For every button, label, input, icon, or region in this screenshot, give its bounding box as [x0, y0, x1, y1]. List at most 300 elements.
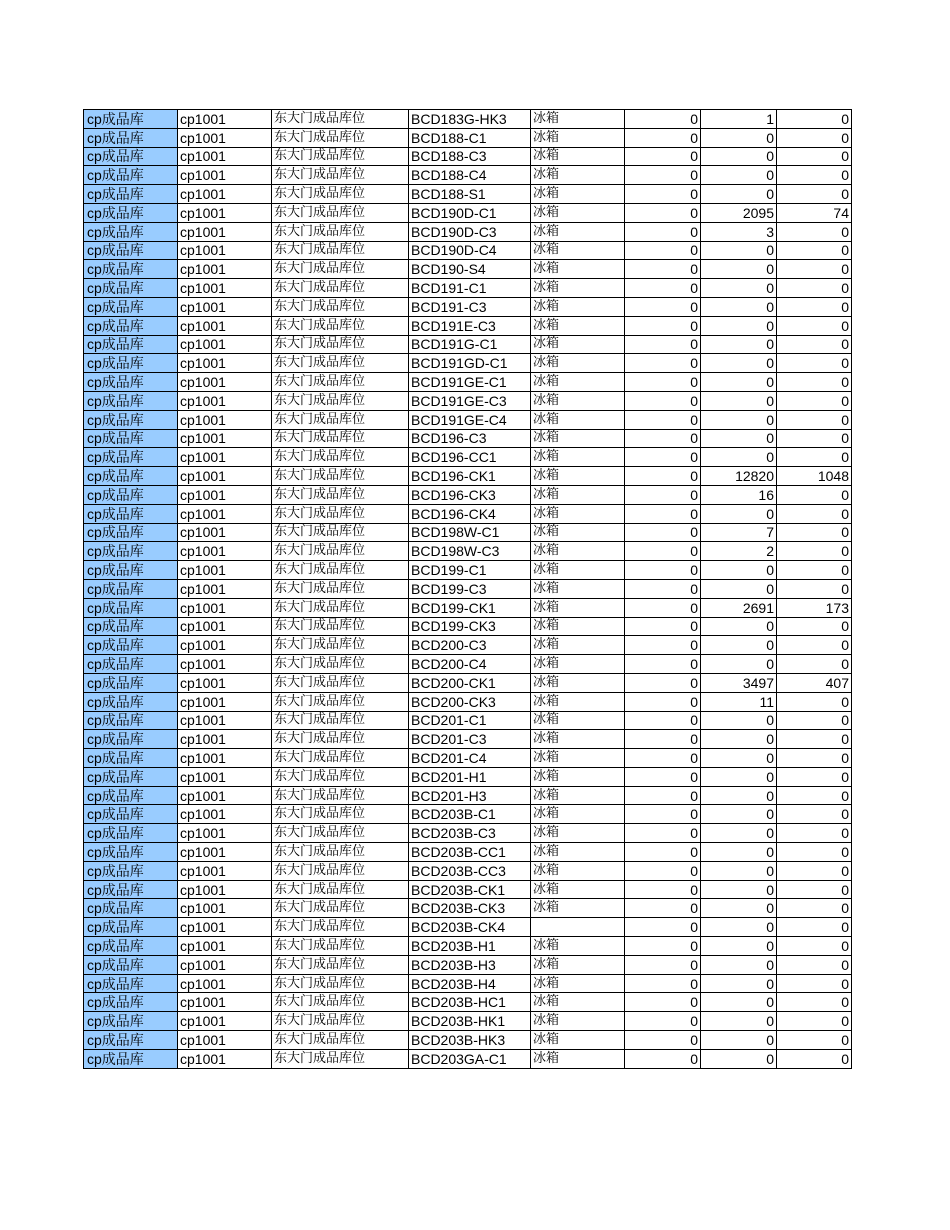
location-cell[interactable]: 东大门成品库位 [272, 185, 409, 204]
qty-2-cell[interactable]: 12820 [701, 467, 777, 486]
location-cell[interactable]: 东大门成品库位 [272, 993, 409, 1012]
qty-2-cell[interactable]: 2 [701, 542, 777, 561]
qty-3-cell[interactable]: 0 [777, 523, 852, 542]
code-cell[interactable]: cp1001 [178, 297, 272, 316]
qty-1-cell[interactable]: 0 [625, 636, 701, 655]
qty-1-cell[interactable]: 0 [625, 918, 701, 937]
qty-2-cell[interactable]: 0 [701, 861, 777, 880]
model-cell[interactable]: BCD196-CC1 [409, 448, 531, 467]
location-cell[interactable]: 东大门成品库位 [272, 561, 409, 580]
qty-1-cell[interactable]: 0 [625, 147, 701, 166]
warehouse-cell[interactable]: cp成品库 [84, 1012, 178, 1031]
category-cell[interactable]: 冰箱 [531, 974, 625, 993]
code-cell[interactable]: cp1001 [178, 561, 272, 580]
model-cell[interactable]: BCD190D-C3 [409, 222, 531, 241]
qty-3-cell[interactable]: 0 [777, 955, 852, 974]
location-cell[interactable]: 东大门成品库位 [272, 1049, 409, 1068]
warehouse-cell[interactable]: cp成品库 [84, 316, 178, 335]
qty-1-cell[interactable]: 0 [625, 128, 701, 147]
qty-2-cell[interactable]: 0 [701, 504, 777, 523]
code-cell[interactable]: cp1001 [178, 222, 272, 241]
category-cell[interactable]: 冰箱 [531, 692, 625, 711]
qty-1-cell[interactable]: 0 [625, 843, 701, 862]
qty-2-cell[interactable]: 0 [701, 279, 777, 298]
warehouse-cell[interactable]: cp成品库 [84, 467, 178, 486]
qty-3-cell[interactable]: 0 [777, 1049, 852, 1068]
warehouse-cell[interactable]: cp成品库 [84, 767, 178, 786]
warehouse-cell[interactable]: cp成品库 [84, 955, 178, 974]
code-cell[interactable]: cp1001 [178, 880, 272, 899]
qty-1-cell[interactable]: 0 [625, 279, 701, 298]
warehouse-cell[interactable]: cp成品库 [84, 730, 178, 749]
qty-2-cell[interactable]: 0 [701, 937, 777, 956]
model-cell[interactable]: BCD201-H1 [409, 767, 531, 786]
category-cell[interactable]: 冰箱 [531, 824, 625, 843]
code-cell[interactable]: cp1001 [178, 974, 272, 993]
model-cell[interactable]: BCD201-H3 [409, 786, 531, 805]
qty-3-cell[interactable]: 0 [777, 429, 852, 448]
model-cell[interactable]: BCD188-C3 [409, 147, 531, 166]
category-cell[interactable]: 冰箱 [531, 185, 625, 204]
model-cell[interactable]: BCD191GE-C1 [409, 373, 531, 392]
code-cell[interactable]: cp1001 [178, 166, 272, 185]
model-cell[interactable]: BCD196-CK4 [409, 504, 531, 523]
qty-1-cell[interactable]: 0 [625, 767, 701, 786]
qty-3-cell[interactable]: 0 [777, 636, 852, 655]
qty-3-cell[interactable]: 74 [777, 203, 852, 222]
qty-1-cell[interactable]: 0 [625, 1049, 701, 1068]
qty-1-cell[interactable]: 0 [625, 937, 701, 956]
model-cell[interactable]: BCD201-C3 [409, 730, 531, 749]
qty-1-cell[interactable]: 0 [625, 504, 701, 523]
code-cell[interactable]: cp1001 [178, 373, 272, 392]
location-cell[interactable]: 东大门成品库位 [272, 786, 409, 805]
qty-3-cell[interactable]: 0 [777, 410, 852, 429]
category-cell[interactable]: 冰箱 [531, 673, 625, 692]
location-cell[interactable]: 东大门成品库位 [272, 542, 409, 561]
category-cell[interactable]: 冰箱 [531, 579, 625, 598]
model-cell[interactable]: BCD203B-CK1 [409, 880, 531, 899]
warehouse-cell[interactable]: cp成品库 [84, 711, 178, 730]
qty-3-cell[interactable]: 0 [777, 561, 852, 580]
model-cell[interactable]: BCD191GE-C3 [409, 391, 531, 410]
qty-1-cell[interactable]: 0 [625, 110, 701, 129]
warehouse-cell[interactable]: cp成品库 [84, 391, 178, 410]
qty-3-cell[interactable]: 0 [777, 504, 852, 523]
qty-1-cell[interactable]: 0 [625, 523, 701, 542]
qty-1-cell[interactable]: 0 [625, 673, 701, 692]
location-cell[interactable]: 东大门成品库位 [272, 1031, 409, 1050]
qty-3-cell[interactable]: 0 [777, 1031, 852, 1050]
category-cell[interactable]: 冰箱 [531, 504, 625, 523]
qty-1-cell[interactable]: 0 [625, 467, 701, 486]
category-cell[interactable]: 冰箱 [531, 128, 625, 147]
qty-3-cell[interactable]: 0 [777, 260, 852, 279]
code-cell[interactable]: cp1001 [178, 993, 272, 1012]
qty-2-cell[interactable]: 0 [701, 448, 777, 467]
qty-1-cell[interactable]: 0 [625, 185, 701, 204]
qty-1-cell[interactable]: 0 [625, 241, 701, 260]
warehouse-cell[interactable]: cp成品库 [84, 448, 178, 467]
model-cell[interactable]: BCD203B-H1 [409, 937, 531, 956]
code-cell[interactable]: cp1001 [178, 749, 272, 768]
qty-2-cell[interactable]: 0 [701, 128, 777, 147]
model-cell[interactable]: BCD203B-CK4 [409, 918, 531, 937]
category-cell[interactable] [531, 918, 625, 937]
model-cell[interactable]: BCD203B-CK3 [409, 899, 531, 918]
warehouse-cell[interactable]: cp成品库 [84, 843, 178, 862]
model-cell[interactable]: BCD203B-C1 [409, 805, 531, 824]
qty-1-cell[interactable]: 0 [625, 448, 701, 467]
qty-3-cell[interactable]: 0 [777, 974, 852, 993]
location-cell[interactable]: 东大门成品库位 [272, 523, 409, 542]
qty-2-cell[interactable]: 0 [701, 918, 777, 937]
qty-2-cell[interactable]: 7 [701, 523, 777, 542]
location-cell[interactable]: 东大门成品库位 [272, 166, 409, 185]
location-cell[interactable]: 东大门成品库位 [272, 843, 409, 862]
location-cell[interactable]: 东大门成品库位 [272, 222, 409, 241]
location-cell[interactable]: 东大门成品库位 [272, 410, 409, 429]
warehouse-cell[interactable]: cp成品库 [84, 617, 178, 636]
model-cell[interactable]: BCD199-C1 [409, 561, 531, 580]
category-cell[interactable]: 冰箱 [531, 316, 625, 335]
location-cell[interactable]: 东大门成品库位 [272, 429, 409, 448]
qty-1-cell[interactable]: 0 [625, 203, 701, 222]
qty-1-cell[interactable]: 0 [625, 711, 701, 730]
qty-2-cell[interactable]: 0 [701, 749, 777, 768]
qty-2-cell[interactable]: 0 [701, 955, 777, 974]
location-cell[interactable]: 东大门成品库位 [272, 485, 409, 504]
qty-2-cell[interactable]: 0 [701, 993, 777, 1012]
code-cell[interactable]: cp1001 [178, 843, 272, 862]
model-cell[interactable]: BCD183G-HK3 [409, 110, 531, 129]
warehouse-cell[interactable]: cp成品库 [84, 542, 178, 561]
qty-2-cell[interactable]: 0 [701, 655, 777, 674]
model-cell[interactable]: BCD203B-CC3 [409, 861, 531, 880]
category-cell[interactable]: 冰箱 [531, 1049, 625, 1068]
warehouse-cell[interactable]: cp成品库 [84, 185, 178, 204]
code-cell[interactable]: cp1001 [178, 335, 272, 354]
category-cell[interactable]: 冰箱 [531, 861, 625, 880]
qty-2-cell[interactable]: 0 [701, 561, 777, 580]
model-cell[interactable]: BCD200-CK3 [409, 692, 531, 711]
qty-2-cell[interactable]: 0 [701, 241, 777, 260]
qty-1-cell[interactable]: 0 [625, 861, 701, 880]
location-cell[interactable]: 东大门成品库位 [272, 354, 409, 373]
location-cell[interactable]: 东大门成品库位 [272, 824, 409, 843]
qty-1-cell[interactable]: 0 [625, 824, 701, 843]
qty-3-cell[interactable]: 0 [777, 711, 852, 730]
category-cell[interactable]: 冰箱 [531, 636, 625, 655]
location-cell[interactable]: 东大门成品库位 [272, 636, 409, 655]
category-cell[interactable]: 冰箱 [531, 448, 625, 467]
category-cell[interactable]: 冰箱 [531, 354, 625, 373]
qty-1-cell[interactable]: 0 [625, 786, 701, 805]
location-cell[interactable]: 东大门成品库位 [272, 655, 409, 674]
category-cell[interactable]: 冰箱 [531, 955, 625, 974]
qty-3-cell[interactable]: 0 [777, 579, 852, 598]
code-cell[interactable]: cp1001 [178, 354, 272, 373]
category-cell[interactable]: 冰箱 [531, 279, 625, 298]
location-cell[interactable]: 东大门成品库位 [272, 937, 409, 956]
qty-3-cell[interactable]: 0 [777, 899, 852, 918]
code-cell[interactable]: cp1001 [178, 692, 272, 711]
category-cell[interactable]: 冰箱 [531, 335, 625, 354]
warehouse-cell[interactable]: cp成品库 [84, 279, 178, 298]
category-cell[interactable]: 冰箱 [531, 767, 625, 786]
warehouse-cell[interactable]: cp成品库 [84, 824, 178, 843]
category-cell[interactable]: 冰箱 [531, 561, 625, 580]
category-cell[interactable]: 冰箱 [531, 203, 625, 222]
model-cell[interactable]: BCD201-C1 [409, 711, 531, 730]
model-cell[interactable]: BCD190D-C1 [409, 203, 531, 222]
category-cell[interactable]: 冰箱 [531, 410, 625, 429]
warehouse-cell[interactable]: cp成品库 [84, 1031, 178, 1050]
qty-2-cell[interactable]: 0 [701, 843, 777, 862]
warehouse-cell[interactable]: cp成品库 [84, 504, 178, 523]
model-cell[interactable]: BCD203B-HK1 [409, 1012, 531, 1031]
warehouse-cell[interactable]: cp成品库 [84, 579, 178, 598]
qty-3-cell[interactable]: 0 [777, 749, 852, 768]
qty-3-cell[interactable]: 173 [777, 598, 852, 617]
qty-2-cell[interactable]: 0 [701, 166, 777, 185]
code-cell[interactable]: cp1001 [178, 391, 272, 410]
qty-1-cell[interactable]: 0 [625, 410, 701, 429]
location-cell[interactable]: 东大门成品库位 [272, 241, 409, 260]
code-cell[interactable]: cp1001 [178, 824, 272, 843]
qty-2-cell[interactable]: 0 [701, 730, 777, 749]
warehouse-cell[interactable]: cp成品库 [84, 410, 178, 429]
warehouse-cell[interactable]: cp成品库 [84, 786, 178, 805]
code-cell[interactable]: cp1001 [178, 655, 272, 674]
qty-2-cell[interactable]: 0 [701, 335, 777, 354]
qty-3-cell[interactable]: 0 [777, 843, 852, 862]
qty-1-cell[interactable]: 0 [625, 542, 701, 561]
code-cell[interactable]: cp1001 [178, 410, 272, 429]
qty-1-cell[interactable]: 0 [625, 974, 701, 993]
warehouse-cell[interactable]: cp成品库 [84, 993, 178, 1012]
category-cell[interactable]: 冰箱 [531, 880, 625, 899]
warehouse-cell[interactable]: cp成品库 [84, 260, 178, 279]
qty-2-cell[interactable]: 0 [701, 579, 777, 598]
location-cell[interactable]: 东大门成品库位 [272, 203, 409, 222]
qty-2-cell[interactable]: 0 [701, 410, 777, 429]
qty-3-cell[interactable]: 0 [777, 297, 852, 316]
qty-2-cell[interactable]: 0 [701, 805, 777, 824]
code-cell[interactable]: cp1001 [178, 617, 272, 636]
warehouse-cell[interactable]: cp成品库 [84, 937, 178, 956]
location-cell[interactable]: 东大门成品库位 [272, 617, 409, 636]
qty-2-cell[interactable]: 3497 [701, 673, 777, 692]
qty-1-cell[interactable]: 0 [625, 955, 701, 974]
qty-3-cell[interactable]: 0 [777, 692, 852, 711]
model-cell[interactable]: BCD203B-HK3 [409, 1031, 531, 1050]
qty-3-cell[interactable]: 0 [777, 185, 852, 204]
qty-1-cell[interactable]: 0 [625, 899, 701, 918]
category-cell[interactable]: 冰箱 [531, 711, 625, 730]
location-cell[interactable]: 东大门成品库位 [272, 692, 409, 711]
model-cell[interactable]: BCD191GD-C1 [409, 354, 531, 373]
warehouse-cell[interactable]: cp成品库 [84, 485, 178, 504]
location-cell[interactable]: 东大门成品库位 [272, 260, 409, 279]
qty-1-cell[interactable]: 0 [625, 485, 701, 504]
qty-3-cell[interactable]: 0 [777, 824, 852, 843]
model-cell[interactable]: BCD191-C1 [409, 279, 531, 298]
location-cell[interactable]: 东大门成品库位 [272, 711, 409, 730]
category-cell[interactable]: 冰箱 [531, 297, 625, 316]
qty-1-cell[interactable]: 0 [625, 166, 701, 185]
code-cell[interactable]: cp1001 [178, 185, 272, 204]
code-cell[interactable]: cp1001 [178, 918, 272, 937]
qty-3-cell[interactable]: 0 [777, 937, 852, 956]
model-cell[interactable]: BCD203B-C3 [409, 824, 531, 843]
location-cell[interactable]: 东大门成品库位 [272, 316, 409, 335]
qty-3-cell[interactable]: 0 [777, 993, 852, 1012]
qty-1-cell[interactable]: 0 [625, 579, 701, 598]
qty-1-cell[interactable]: 0 [625, 617, 701, 636]
warehouse-cell[interactable]: cp成品库 [84, 523, 178, 542]
qty-1-cell[interactable]: 0 [625, 1012, 701, 1031]
warehouse-cell[interactable]: cp成品库 [84, 918, 178, 937]
model-cell[interactable]: BCD203B-H3 [409, 955, 531, 974]
model-cell[interactable]: BCD200-C4 [409, 655, 531, 674]
qty-1-cell[interactable]: 0 [625, 749, 701, 768]
model-cell[interactable]: BCD203B-CC1 [409, 843, 531, 862]
qty-3-cell[interactable]: 0 [777, 391, 852, 410]
code-cell[interactable]: cp1001 [178, 767, 272, 786]
model-cell[interactable]: BCD191E-C3 [409, 316, 531, 335]
warehouse-cell[interactable]: cp成品库 [84, 655, 178, 674]
model-cell[interactable]: BCD199-C3 [409, 579, 531, 598]
qty-3-cell[interactable]: 0 [777, 861, 852, 880]
warehouse-cell[interactable]: cp成品库 [84, 128, 178, 147]
qty-3-cell[interactable]: 0 [777, 1012, 852, 1031]
location-cell[interactable]: 东大门成品库位 [272, 391, 409, 410]
code-cell[interactable]: cp1001 [178, 711, 272, 730]
qty-1-cell[interactable]: 0 [625, 316, 701, 335]
model-cell[interactable]: BCD190D-C4 [409, 241, 531, 260]
code-cell[interactable]: cp1001 [178, 504, 272, 523]
location-cell[interactable]: 东大门成品库位 [272, 147, 409, 166]
category-cell[interactable]: 冰箱 [531, 542, 625, 561]
qty-1-cell[interactable]: 0 [625, 880, 701, 899]
model-cell[interactable]: BCD188-S1 [409, 185, 531, 204]
location-cell[interactable]: 东大门成品库位 [272, 467, 409, 486]
model-cell[interactable]: BCD191GE-C4 [409, 410, 531, 429]
qty-3-cell[interactable]: 0 [777, 880, 852, 899]
qty-1-cell[interactable]: 0 [625, 692, 701, 711]
qty-2-cell[interactable]: 11 [701, 692, 777, 711]
qty-2-cell[interactable]: 0 [701, 880, 777, 899]
location-cell[interactable]: 东大门成品库位 [272, 279, 409, 298]
category-cell[interactable]: 冰箱 [531, 467, 625, 486]
model-cell[interactable]: BCD198W-C3 [409, 542, 531, 561]
category-cell[interactable]: 冰箱 [531, 222, 625, 241]
qty-1-cell[interactable]: 0 [625, 655, 701, 674]
category-cell[interactable]: 冰箱 [531, 110, 625, 129]
model-cell[interactable]: BCD196-CK1 [409, 467, 531, 486]
warehouse-cell[interactable]: cp成品库 [84, 297, 178, 316]
location-cell[interactable]: 东大门成品库位 [272, 448, 409, 467]
category-cell[interactable]: 冰箱 [531, 523, 625, 542]
warehouse-cell[interactable]: cp成品库 [84, 1049, 178, 1068]
category-cell[interactable]: 冰箱 [531, 805, 625, 824]
code-cell[interactable]: cp1001 [178, 579, 272, 598]
qty-3-cell[interactable]: 0 [777, 730, 852, 749]
model-cell[interactable]: BCD201-C4 [409, 749, 531, 768]
code-cell[interactable]: cp1001 [178, 730, 272, 749]
category-cell[interactable]: 冰箱 [531, 843, 625, 862]
code-cell[interactable]: cp1001 [178, 861, 272, 880]
category-cell[interactable]: 冰箱 [531, 655, 625, 674]
category-cell[interactable]: 冰箱 [531, 241, 625, 260]
warehouse-cell[interactable]: cp成品库 [84, 974, 178, 993]
code-cell[interactable]: cp1001 [178, 260, 272, 279]
code-cell[interactable]: cp1001 [178, 147, 272, 166]
warehouse-cell[interactable]: cp成品库 [84, 692, 178, 711]
model-cell[interactable]: BCD190-S4 [409, 260, 531, 279]
code-cell[interactable]: cp1001 [178, 203, 272, 222]
qty-1-cell[interactable]: 0 [625, 373, 701, 392]
category-cell[interactable]: 冰箱 [531, 899, 625, 918]
qty-2-cell[interactable]: 0 [701, 1012, 777, 1031]
warehouse-cell[interactable]: cp成品库 [84, 203, 178, 222]
location-cell[interactable]: 东大门成品库位 [272, 673, 409, 692]
code-cell[interactable]: cp1001 [178, 673, 272, 692]
warehouse-cell[interactable]: cp成品库 [84, 110, 178, 129]
code-cell[interactable]: cp1001 [178, 1049, 272, 1068]
code-cell[interactable]: cp1001 [178, 598, 272, 617]
qty-3-cell[interactable]: 0 [777, 617, 852, 636]
category-cell[interactable]: 冰箱 [531, 598, 625, 617]
model-cell[interactable]: BCD196-C3 [409, 429, 531, 448]
category-cell[interactable]: 冰箱 [531, 749, 625, 768]
qty-3-cell[interactable]: 0 [777, 786, 852, 805]
model-cell[interactable]: BCD203B-H4 [409, 974, 531, 993]
qty-1-cell[interactable]: 0 [625, 993, 701, 1012]
category-cell[interactable]: 冰箱 [531, 730, 625, 749]
qty-3-cell[interactable]: 0 [777, 542, 852, 561]
qty-1-cell[interactable]: 0 [625, 730, 701, 749]
category-cell[interactable]: 冰箱 [531, 993, 625, 1012]
location-cell[interactable]: 东大门成品库位 [272, 373, 409, 392]
qty-2-cell[interactable]: 0 [701, 617, 777, 636]
model-cell[interactable]: BCD196-CK3 [409, 485, 531, 504]
qty-3-cell[interactable]: 0 [777, 805, 852, 824]
model-cell[interactable]: BCD191G-C1 [409, 335, 531, 354]
warehouse-cell[interactable]: cp成品库 [84, 222, 178, 241]
code-cell[interactable]: cp1001 [178, 636, 272, 655]
location-cell[interactable]: 东大门成品库位 [272, 880, 409, 899]
category-cell[interactable]: 冰箱 [531, 260, 625, 279]
qty-2-cell[interactable]: 0 [701, 373, 777, 392]
qty-2-cell[interactable]: 0 [701, 636, 777, 655]
warehouse-cell[interactable]: cp成品库 [84, 598, 178, 617]
category-cell[interactable]: 冰箱 [531, 1031, 625, 1050]
location-cell[interactable]: 东大门成品库位 [272, 749, 409, 768]
model-cell[interactable]: BCD200-CK1 [409, 673, 531, 692]
model-cell[interactable]: BCD188-C4 [409, 166, 531, 185]
qty-3-cell[interactable]: 0 [777, 354, 852, 373]
qty-1-cell[interactable]: 0 [625, 260, 701, 279]
qty-3-cell[interactable]: 0 [777, 147, 852, 166]
category-cell[interactable]: 冰箱 [531, 429, 625, 448]
location-cell[interactable]: 东大门成品库位 [272, 861, 409, 880]
location-cell[interactable]: 东大门成品库位 [272, 767, 409, 786]
qty-1-cell[interactable]: 0 [625, 1031, 701, 1050]
qty-3-cell[interactable]: 0 [777, 373, 852, 392]
qty-3-cell[interactable]: 0 [777, 767, 852, 786]
